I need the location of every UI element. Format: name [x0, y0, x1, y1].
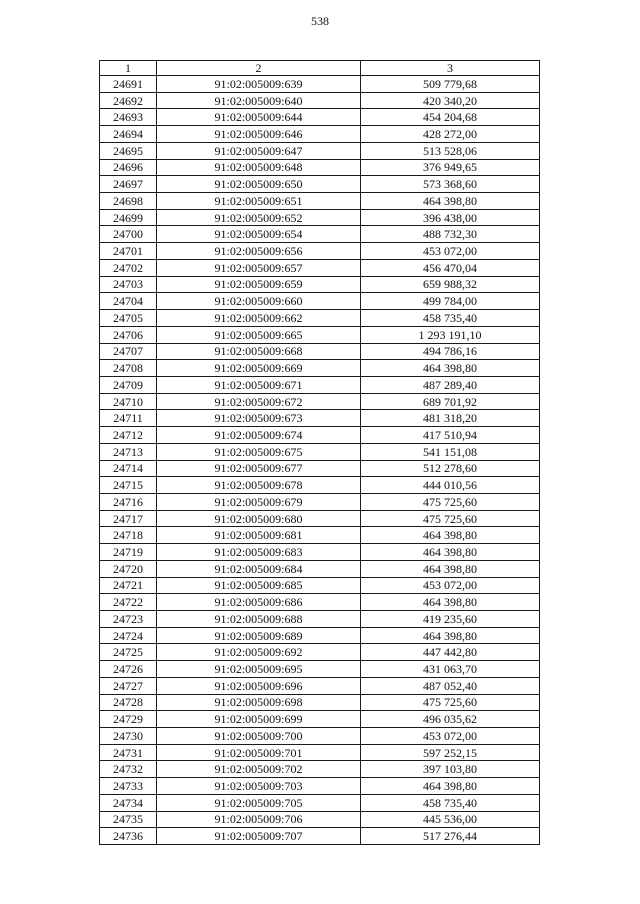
- table-row: [100, 142, 540, 159]
- value-cell: 454 204,68: [361, 109, 540, 126]
- cadastral-number-cell: 91:02:005009:692: [157, 644, 361, 661]
- cadastral-table: [99, 60, 540, 845]
- value-cell: 431 063,70: [361, 661, 540, 678]
- column-header-2: 2: [157, 61, 361, 76]
- cadastral-number-cell: 91:02:005009:651: [157, 193, 361, 210]
- cadastral-number-cell: 91:02:005009:675: [157, 443, 361, 460]
- row-number-cell: 24726: [100, 661, 157, 678]
- table-row: [100, 811, 540, 828]
- cadastral-number-cell: 91:02:005009:702: [157, 761, 361, 778]
- cadastral-number-cell: 91:02:005009:665: [157, 326, 361, 343]
- row-number-cell: 24691: [100, 76, 157, 93]
- table-row: [100, 794, 540, 811]
- row-number-cell: 24695: [100, 142, 157, 159]
- row-number-cell: 24708: [100, 360, 157, 377]
- table-row: [100, 427, 540, 444]
- value-cell: 464 398,80: [361, 778, 540, 795]
- cadastral-number-cell: 91:02:005009:640: [157, 92, 361, 109]
- value-cell: 481 318,20: [361, 410, 540, 427]
- row-number-cell: 24719: [100, 544, 157, 561]
- value-cell: 513 528,06: [361, 142, 540, 159]
- table-row: [100, 577, 540, 594]
- value-cell: 509 779,68: [361, 76, 540, 93]
- row-number-cell: 24692: [100, 92, 157, 109]
- cadastral-number-cell: 91:02:005009:686: [157, 594, 361, 611]
- table-row: [100, 510, 540, 527]
- row-number-cell: 24722: [100, 594, 157, 611]
- cadastral-number-cell: 91:02:005009:659: [157, 276, 361, 293]
- cadastral-number-cell: 91:02:005009:705: [157, 794, 361, 811]
- value-cell: 397 103,80: [361, 761, 540, 778]
- cadastral-number-cell: 91:02:005009:706: [157, 811, 361, 828]
- row-number-cell: 24710: [100, 393, 157, 410]
- cadastral-number-cell: 91:02:005009:646: [157, 126, 361, 143]
- value-cell: 1 293 191,10: [361, 326, 540, 343]
- value-cell: 689 701,92: [361, 393, 540, 410]
- table-row: [100, 744, 540, 761]
- table-row: [100, 360, 540, 377]
- value-cell: 487 052,40: [361, 677, 540, 694]
- row-number-cell: 24725: [100, 644, 157, 661]
- table-row: [100, 326, 540, 343]
- cadastral-number-cell: 91:02:005009:681: [157, 527, 361, 544]
- table-row: [100, 276, 540, 293]
- row-number-cell: 24700: [100, 226, 157, 243]
- row-number-cell: 24731: [100, 744, 157, 761]
- value-cell: 475 725,60: [361, 493, 540, 510]
- row-number-cell: 24697: [100, 176, 157, 193]
- cadastral-number-cell: 91:02:005009:696: [157, 677, 361, 694]
- value-cell: 458 735,40: [361, 794, 540, 811]
- cadastral-number-cell: 91:02:005009:679: [157, 493, 361, 510]
- row-number-cell: 24729: [100, 711, 157, 728]
- table-row: [100, 293, 540, 310]
- table-row: [100, 393, 540, 410]
- row-number-cell: 24733: [100, 778, 157, 795]
- column-header-3: 3: [361, 61, 540, 76]
- table-row: [100, 644, 540, 661]
- cadastral-number-cell: 91:02:005009:701: [157, 744, 361, 761]
- row-number-cell: 24715: [100, 477, 157, 494]
- cadastral-number-cell: 91:02:005009:680: [157, 510, 361, 527]
- value-cell: 428 272,00: [361, 126, 540, 143]
- cadastral-number-cell: 91:02:005009:689: [157, 627, 361, 644]
- row-number-cell: 24711: [100, 410, 157, 427]
- column-header-1: 1: [100, 61, 157, 76]
- page-number: 538: [311, 14, 329, 28]
- row-number-cell: 24705: [100, 310, 157, 327]
- cadastral-number-cell: 91:02:005009:698: [157, 694, 361, 711]
- value-cell: 499 784,00: [361, 293, 540, 310]
- row-number-cell: 24730: [100, 728, 157, 745]
- value-cell: 496 035,62: [361, 711, 540, 728]
- cadastral-number-cell: 91:02:005009:684: [157, 560, 361, 577]
- cadastral-number-cell: 91:02:005009:672: [157, 393, 361, 410]
- table-row: [100, 544, 540, 561]
- cadastral-number-cell: 91:02:005009:688: [157, 611, 361, 628]
- table-row: [100, 243, 540, 260]
- cadastral-number-cell: 91:02:005009:669: [157, 360, 361, 377]
- cadastral-number-cell: 91:02:005009:695: [157, 661, 361, 678]
- row-number-cell: 24717: [100, 510, 157, 527]
- value-cell: 487 289,40: [361, 376, 540, 393]
- table-body: [100, 76, 540, 845]
- row-number-cell: 24706: [100, 326, 157, 343]
- table-row: [100, 310, 540, 327]
- cadastral-number-cell: 91:02:005009:707: [157, 828, 361, 845]
- cadastral-number-cell: 91:02:005009:652: [157, 209, 361, 226]
- value-cell: 541 151,08: [361, 443, 540, 460]
- row-number-cell: 24712: [100, 427, 157, 444]
- row-number-cell: 24702: [100, 259, 157, 276]
- value-cell: 456 470,04: [361, 259, 540, 276]
- value-cell: 464 398,80: [361, 560, 540, 577]
- table-row: [100, 76, 540, 93]
- cadastral-number-cell: 91:02:005009:685: [157, 577, 361, 594]
- cadastral-number-cell: 91:02:005009:673: [157, 410, 361, 427]
- table-row: [100, 627, 540, 644]
- row-number-cell: 24696: [100, 159, 157, 176]
- value-cell: 376 949,65: [361, 159, 540, 176]
- row-number-cell: 24709: [100, 376, 157, 393]
- table-row: [100, 109, 540, 126]
- table-row: [100, 410, 540, 427]
- cadastral-number-cell: 91:02:005009:660: [157, 293, 361, 310]
- row-number-cell: 24694: [100, 126, 157, 143]
- value-cell: 420 340,20: [361, 92, 540, 109]
- row-number-cell: 24703: [100, 276, 157, 293]
- value-cell: 419 235,60: [361, 611, 540, 628]
- row-number-cell: 24727: [100, 677, 157, 694]
- value-cell: 464 398,80: [361, 527, 540, 544]
- cadastral-number-cell: 91:02:005009:700: [157, 728, 361, 745]
- value-cell: 447 442,80: [361, 644, 540, 661]
- table-row: [100, 677, 540, 694]
- value-cell: 475 725,60: [361, 510, 540, 527]
- table-row: [100, 460, 540, 477]
- table-row: [100, 560, 540, 577]
- value-cell: 458 735,40: [361, 310, 540, 327]
- table-row: [100, 226, 540, 243]
- row-number-cell: 24732: [100, 761, 157, 778]
- row-number-cell: 24716: [100, 493, 157, 510]
- cadastral-number-cell: 91:02:005009:668: [157, 343, 361, 360]
- row-number-cell: 24707: [100, 343, 157, 360]
- value-cell: 445 536,00: [361, 811, 540, 828]
- cadastral-number-cell: 91:02:005009:639: [157, 76, 361, 93]
- value-cell: 464 398,80: [361, 360, 540, 377]
- table-row: [100, 527, 540, 544]
- row-number-cell: 24735: [100, 811, 157, 828]
- table-row: [100, 443, 540, 460]
- cadastral-number-cell: 91:02:005009:699: [157, 711, 361, 728]
- cadastral-number-cell: 91:02:005009:647: [157, 142, 361, 159]
- table-row: [100, 694, 540, 711]
- cadastral-number-cell: 91:02:005009:654: [157, 226, 361, 243]
- table-row: [100, 594, 540, 611]
- value-cell: 453 072,00: [361, 243, 540, 260]
- cadastral-number-cell: 91:02:005009:671: [157, 376, 361, 393]
- table-row: [100, 477, 540, 494]
- table-row: [100, 193, 540, 210]
- value-cell: 464 398,80: [361, 627, 540, 644]
- row-number-cell: 24736: [100, 828, 157, 845]
- table-row: [100, 176, 540, 193]
- value-cell: 475 725,60: [361, 694, 540, 711]
- row-number-cell: 24713: [100, 443, 157, 460]
- cadastral-number-cell: 91:02:005009:657: [157, 259, 361, 276]
- cadastral-number-cell: 91:02:005009:650: [157, 176, 361, 193]
- cadastral-number-cell: 91:02:005009:644: [157, 109, 361, 126]
- cadastral-number-cell: 91:02:005009:648: [157, 159, 361, 176]
- row-number-cell: 24704: [100, 293, 157, 310]
- row-number-cell: 24701: [100, 243, 157, 260]
- value-cell: 464 398,80: [361, 544, 540, 561]
- table-row: [100, 828, 540, 845]
- table-header-row: [100, 61, 540, 76]
- table-row: [100, 661, 540, 678]
- table-row: [100, 761, 540, 778]
- table-row: [100, 728, 540, 745]
- table-row: [100, 611, 540, 628]
- cadastral-number-cell: 91:02:005009:678: [157, 477, 361, 494]
- table-row: [100, 159, 540, 176]
- row-number-cell: 24720: [100, 560, 157, 577]
- row-number-cell: 24693: [100, 109, 157, 126]
- row-number-cell: 24734: [100, 794, 157, 811]
- cadastral-number-cell: 91:02:005009:677: [157, 460, 361, 477]
- value-cell: 453 072,00: [361, 577, 540, 594]
- table-row: [100, 259, 540, 276]
- value-cell: 573 368,60: [361, 176, 540, 193]
- table-row: [100, 126, 540, 143]
- table-row: [100, 376, 540, 393]
- value-cell: 488 732,30: [361, 226, 540, 243]
- value-cell: 464 398,80: [361, 193, 540, 210]
- row-number-cell: 24724: [100, 627, 157, 644]
- row-number-cell: 24699: [100, 209, 157, 226]
- cadastral-number-cell: 91:02:005009:674: [157, 427, 361, 444]
- row-number-cell: 24698: [100, 193, 157, 210]
- row-number-cell: 24723: [100, 611, 157, 628]
- cadastral-number-cell: 91:02:005009:662: [157, 310, 361, 327]
- value-cell: 494 786,16: [361, 343, 540, 360]
- cadastral-number-cell: 91:02:005009:656: [157, 243, 361, 260]
- cadastral-number-cell: 91:02:005009:703: [157, 778, 361, 795]
- row-number-cell: 24714: [100, 460, 157, 477]
- row-number-cell: 24721: [100, 577, 157, 594]
- table-row: [100, 711, 540, 728]
- table-row: [100, 92, 540, 109]
- table-row: [100, 343, 540, 360]
- table-row: [100, 209, 540, 226]
- value-cell: 597 252,15: [361, 744, 540, 761]
- value-cell: 396 438,00: [361, 209, 540, 226]
- cadastral-number-cell: 91:02:005009:683: [157, 544, 361, 561]
- value-cell: 464 398,80: [361, 594, 540, 611]
- table-row: [100, 493, 540, 510]
- value-cell: 444 010,56: [361, 477, 540, 494]
- row-number-cell: 24728: [100, 694, 157, 711]
- value-cell: 512 278,60: [361, 460, 540, 477]
- row-number-cell: 24718: [100, 527, 157, 544]
- value-cell: 517 276,44: [361, 828, 540, 845]
- value-cell: 659 988,32: [361, 276, 540, 293]
- value-cell: 417 510,94: [361, 427, 540, 444]
- table-row: [100, 778, 540, 795]
- value-cell: 453 072,00: [361, 728, 540, 745]
